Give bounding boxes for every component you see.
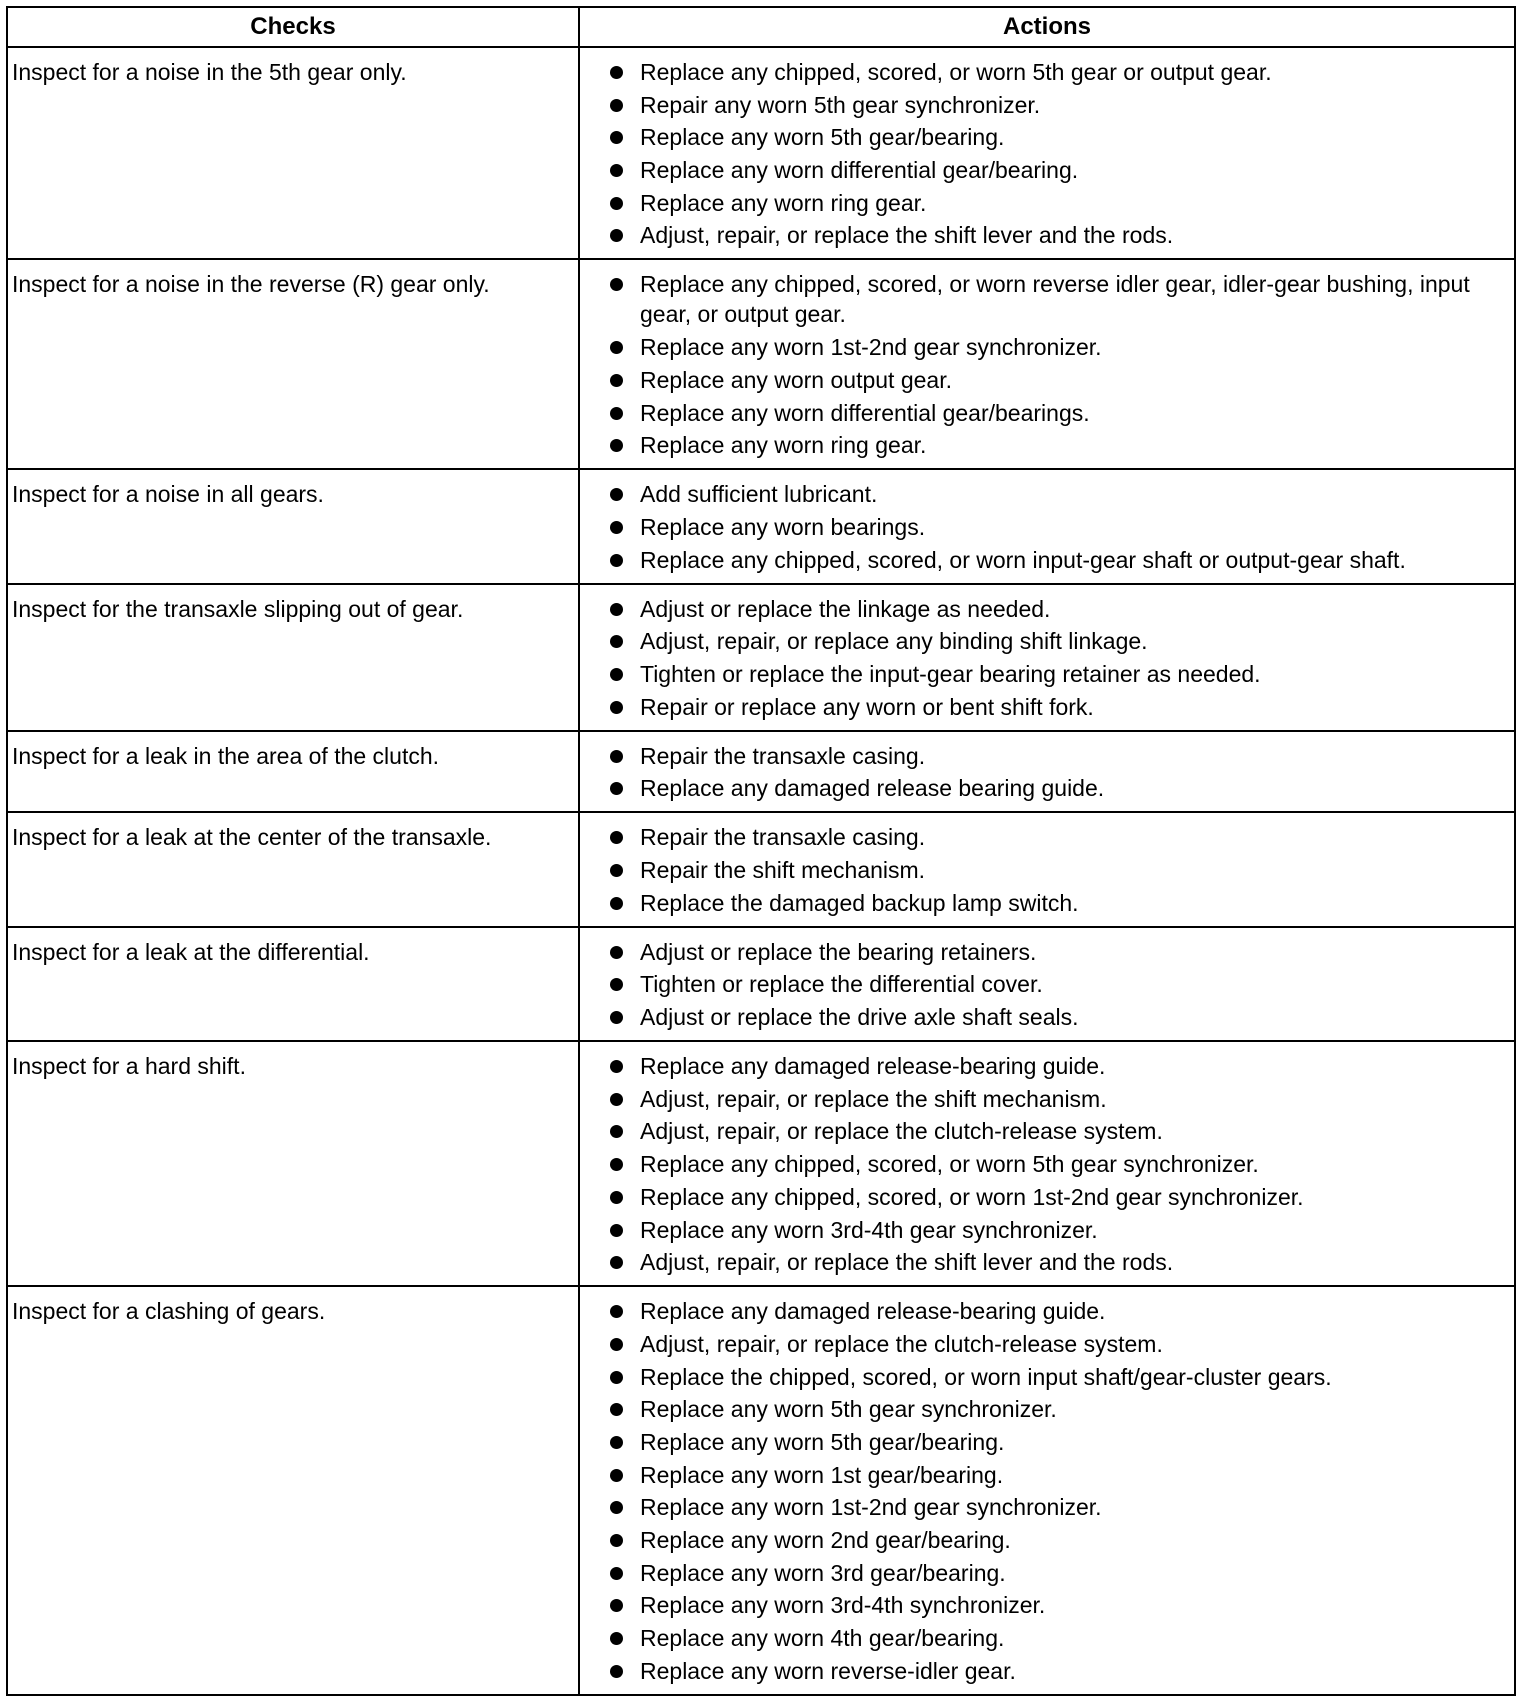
bullet-icon: [610, 782, 623, 795]
action-list: [584, 1296, 1506, 1686]
table-row: [7, 812, 1515, 926]
bullet-icon: [610, 1665, 623, 1678]
actions-cell: [579, 1286, 1515, 1695]
actions-cell: [579, 469, 1515, 583]
bullet-icon: [610, 341, 623, 354]
bullet-icon: [610, 439, 623, 452]
table-row: [7, 259, 1515, 469]
actions-cell: [579, 584, 1515, 731]
action-text: Adjust, repair, or replace the clutch-release system.: [640, 1118, 1163, 1145]
action-item: [584, 220, 1506, 250]
action-text: Replace any damaged release-bearing guide.: [640, 1298, 1106, 1325]
action-text: Adjust or replace the drive axle shaft seals.: [640, 1004, 1079, 1031]
action-item: [584, 430, 1506, 460]
action-text: Replace any worn differential gear/bearing.: [640, 157, 1079, 184]
action-text: Replace any chipped, scored, or worn input-gear shaft or output-gear shaft.: [640, 546, 1406, 573]
action-text: Replace any worn differential gear/bearings.: [640, 399, 1090, 426]
action-text: Replace any worn 1st-2nd gear synchronizer.: [640, 1494, 1102, 1521]
action-list: [584, 1051, 1506, 1277]
bullet-icon: [610, 978, 623, 991]
table-row: [7, 1041, 1515, 1286]
check-cell: Inspect for the transaxle slipping out of gear.: [7, 584, 579, 731]
check-cell: Inspect for a hard shift.: [7, 1041, 579, 1286]
action-text: Replace any worn 4th gear/bearing.: [640, 1625, 1005, 1652]
actions-cell: [579, 731, 1515, 813]
action-text: Replace the damaged backup lamp switch.: [640, 889, 1079, 916]
bullet-icon: [610, 164, 623, 177]
action-text: Repair the transaxle casing.: [640, 824, 926, 851]
action-item: [584, 1460, 1506, 1490]
bullet-icon: [610, 1403, 623, 1416]
action-text: Replace any worn 5th gear/bearing.: [640, 124, 1005, 151]
action-text: Replace any chipped, scored, or worn 5th gear or output gear.: [640, 59, 1272, 85]
table-body: [7, 47, 1515, 1695]
action-item: [584, 1525, 1506, 1555]
action-text: Replace any worn 1st-2nd gear synchronizer.: [640, 334, 1102, 361]
bullet-icon: [610, 1158, 623, 1171]
bullet-icon: [610, 374, 623, 387]
bullet-icon: [610, 131, 623, 144]
bullet-icon: [610, 1599, 623, 1612]
action-item: [584, 1084, 1506, 1114]
action-text: Adjust, repair, or replace any binding shift linkage.: [640, 628, 1148, 655]
action-item: [584, 692, 1506, 722]
check-cell: Inspect for a noise in the 5th gear only.: [7, 47, 579, 259]
action-item: [584, 1182, 1506, 1212]
action-item: [584, 741, 1506, 771]
table-row: [7, 469, 1515, 583]
action-item: [584, 937, 1506, 967]
action-item: [584, 969, 1506, 999]
action-text: Adjust, repair, or replace the shift lever and the rods.: [640, 1249, 1174, 1276]
action-item: [584, 773, 1506, 803]
bullet-icon: [610, 1567, 623, 1580]
action-text: Repair the shift mechanism.: [640, 857, 926, 883]
action-item: [584, 1623, 1506, 1653]
action-text: Replace any damaged release-bearing guide.: [640, 1053, 1106, 1080]
bullet-icon: [610, 66, 623, 79]
checks-actions-table: [6, 6, 1516, 1696]
actions-cell: [579, 259, 1515, 469]
header-row: [7, 7, 1515, 47]
action-item: [584, 659, 1506, 689]
check-cell: Inspect for a clashing of gears.: [7, 1286, 579, 1695]
action-item: [584, 1656, 1506, 1686]
bullet-icon: [610, 488, 623, 501]
action-item: [584, 1492, 1506, 1522]
action-text: Repair any worn 5th gear synchronizer.: [640, 91, 1041, 118]
action-text: Replace any worn 5th gear synchronizer.: [640, 1396, 1057, 1423]
action-item: [584, 594, 1506, 624]
bullet-icon: [610, 99, 623, 112]
action-text: Adjust, repair, or replace the clutch-release system.: [640, 1330, 1163, 1357]
action-item: [584, 122, 1506, 152]
action-text: Replace any worn reverse-idler gear.: [640, 1657, 1016, 1684]
action-text: Adjust, repair, or replace the shift mechanism.: [640, 1085, 1107, 1112]
action-text: Adjust or replace the linkage as needed.: [640, 595, 1051, 622]
action-item: [584, 1296, 1506, 1326]
action-item: [584, 1002, 1506, 1032]
bullet-icon: [610, 831, 623, 844]
action-item: [584, 512, 1506, 542]
table-row: [7, 584, 1515, 731]
bullet-icon: [610, 1534, 623, 1547]
bullet-icon: [610, 521, 623, 534]
action-text: Replace any chipped, scored, or worn 5th gear synchronizer.: [640, 1151, 1259, 1178]
action-text: Replace any worn 2nd gear/bearing.: [640, 1527, 1011, 1553]
check-cell: Inspect for a leak at the center of the transaxle.: [7, 812, 579, 926]
action-text: Add sufficient lubricant.: [640, 481, 878, 508]
action-text: Repair or replace any worn or bent shift fork.: [640, 693, 1094, 720]
action-list: [584, 269, 1506, 460]
bullet-icon: [610, 1371, 623, 1384]
action-text: Adjust or replace the bearing retainers.: [640, 938, 1037, 965]
bullet-icon: [610, 1469, 623, 1482]
action-list: [584, 479, 1506, 574]
action-text: Replace any worn 3rd gear/bearing.: [640, 1559, 1006, 1586]
action-item: [584, 269, 1506, 329]
action-text: Tighten or replace the input-gear bearing retainer as needed.: [640, 660, 1261, 687]
action-item: [584, 1427, 1506, 1457]
action-item: [584, 1329, 1506, 1359]
action-text: Replace any worn ring gear.: [640, 432, 927, 459]
bullet-icon: [610, 750, 623, 763]
action-text: Replace any worn 3rd-4th synchronizer.: [640, 1592, 1046, 1619]
actions-cell: [579, 47, 1515, 259]
check-cell: Inspect for a leak in the area of the clutch.: [7, 731, 579, 813]
action-item: [584, 155, 1506, 185]
bullet-icon: [610, 1191, 623, 1204]
bullet-icon: [610, 197, 623, 210]
bullet-icon: [610, 603, 623, 616]
bullet-icon: [610, 1256, 623, 1269]
action-text: Replace any worn ring gear.: [640, 189, 927, 216]
action-item: [584, 1051, 1506, 1081]
bullet-icon: [610, 1501, 623, 1514]
action-item: [584, 1247, 1506, 1277]
action-item: [584, 1215, 1506, 1245]
bullet-icon: [610, 1125, 623, 1138]
action-item: [584, 855, 1506, 885]
bullet-icon: [610, 407, 623, 420]
action-text: Repair the transaxle casing.: [640, 742, 926, 769]
actions-cell: [579, 812, 1515, 926]
bullet-icon: [610, 1436, 623, 1449]
table-row: [7, 1286, 1515, 1695]
actions-column-header: Actions: [579, 7, 1515, 47]
action-list: [584, 594, 1506, 722]
action-item: [584, 479, 1506, 509]
check-cell: Inspect for a noise in the reverse (R) gear only.: [7, 259, 579, 469]
action-item: [584, 365, 1506, 395]
action-item: [584, 545, 1506, 575]
bullet-icon: [610, 1060, 623, 1073]
bullet-icon: [610, 278, 623, 291]
action-item: [584, 1362, 1506, 1392]
action-list: [584, 57, 1506, 250]
bullet-icon: [610, 1224, 623, 1237]
bullet-icon: [610, 946, 623, 959]
action-text: Replace any damaged release bearing guide.: [640, 775, 1105, 802]
action-item: [584, 332, 1506, 362]
action-item: [584, 888, 1506, 918]
action-text: Replace any worn bearings.: [640, 513, 926, 540]
bullet-icon: [610, 1011, 623, 1024]
bullet-icon: [610, 1338, 623, 1351]
actions-cell: [579, 927, 1515, 1041]
action-text: Replace any worn output gear.: [640, 366, 952, 393]
bullet-icon: [610, 229, 623, 242]
table-row: [7, 47, 1515, 259]
action-item: [584, 1394, 1506, 1424]
bullet-icon: [610, 701, 623, 714]
action-item: [584, 1116, 1506, 1146]
checks-column-header: Checks: [7, 7, 579, 47]
action-item: [584, 188, 1506, 218]
action-list: [584, 822, 1506, 917]
bullet-icon: [610, 1305, 623, 1318]
action-text: Replace any worn 5th gear/bearing.: [640, 1428, 1005, 1455]
check-cell: Inspect for a leak at the differential.: [7, 927, 579, 1041]
actions-cell: [579, 1041, 1515, 1286]
bullet-icon: [610, 554, 623, 567]
bullet-icon: [610, 668, 623, 681]
action-text: Adjust, repair, or replace the shift lever and the rods.: [640, 222, 1174, 249]
action-text: Replace any worn 1st gear/bearing.: [640, 1461, 1004, 1488]
bullet-icon: [610, 897, 623, 910]
action-item: [584, 57, 1506, 87]
action-list: [584, 937, 1506, 1032]
action-item: [584, 398, 1506, 428]
bullet-icon: [610, 635, 623, 648]
action-text: Replace any chipped, scored, or worn 1st-2nd gear synchronizer.: [640, 1183, 1304, 1210]
action-text: Replace any worn 3rd-4th gear synchronizer.: [640, 1216, 1098, 1243]
action-text: Replace any chipped, scored, or worn reverse idler gear, idler-gear bushing, input gear, or output gear.: [640, 271, 1470, 328]
bullet-icon: [610, 1093, 623, 1106]
bullet-icon: [610, 1632, 623, 1645]
check-cell: Inspect for a noise in all gears.: [7, 469, 579, 583]
action-item: [584, 90, 1506, 120]
table-row: [7, 731, 1515, 813]
action-item: [584, 1590, 1506, 1620]
action-item: [584, 1149, 1506, 1179]
action-item: [584, 822, 1506, 852]
table-row: [7, 927, 1515, 1041]
action-item: [584, 626, 1506, 656]
action-text: Tighten or replace the differential cover.: [640, 971, 1043, 998]
action-text: Replace the chipped, scored, or worn input shaft/gear-cluster gears.: [640, 1363, 1332, 1390]
action-list: [584, 741, 1506, 804]
bullet-icon: [610, 864, 623, 877]
action-item: [584, 1558, 1506, 1588]
